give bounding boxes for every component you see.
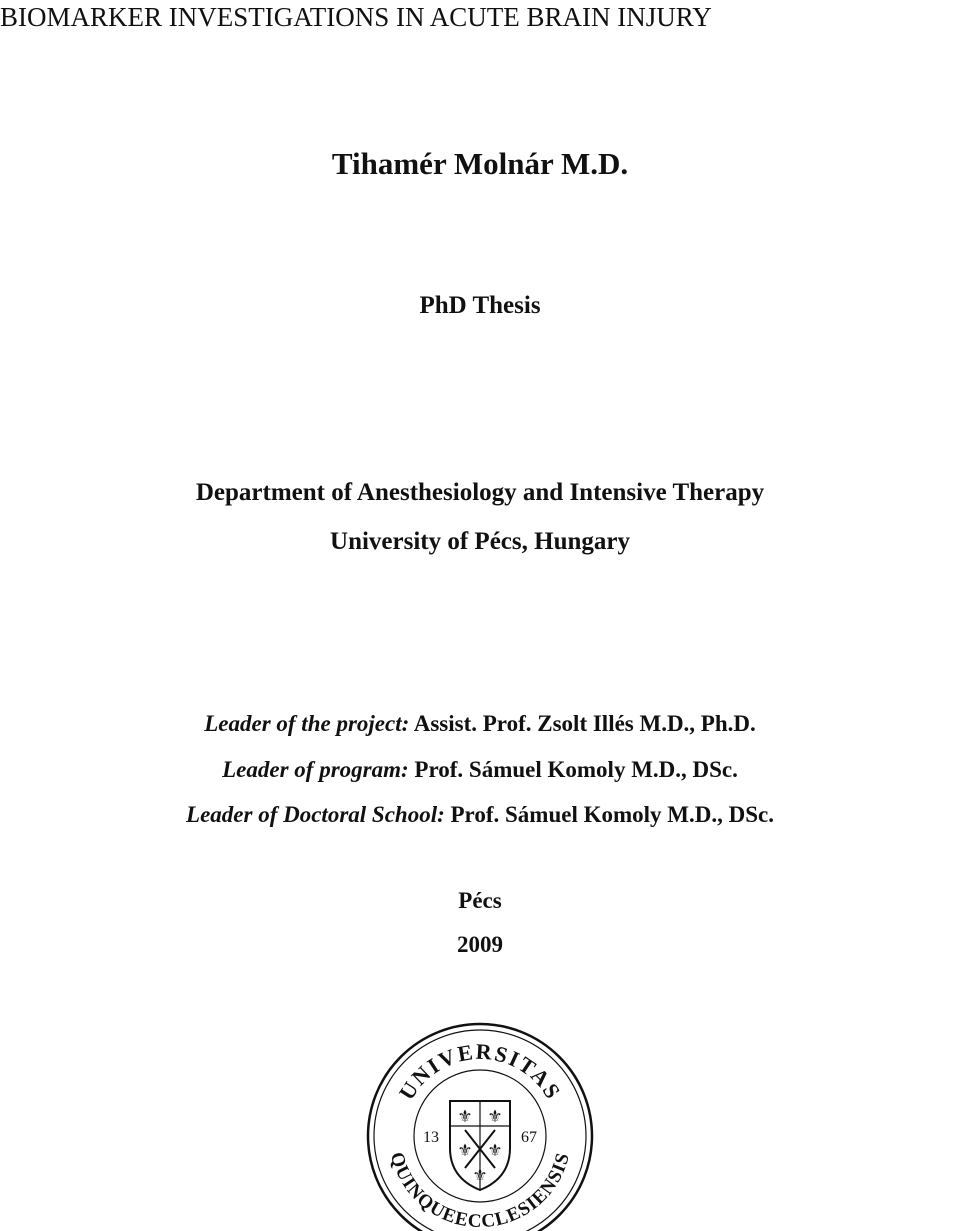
svg-text:⚜: ⚜ (457, 1141, 473, 1160)
doctoral-school-leader-line (0, 802, 960, 828)
doctoral-school-leader-name: Prof. Sámuel Komoly M.D., DSc. (450, 802, 774, 827)
svg-text:⚜: ⚜ (472, 1166, 488, 1185)
program-leader-name: Prof. Sámuel Komoly M.D., DSc. (414, 757, 738, 782)
university-name: University of Pécs, Hungary (330, 528, 630, 555)
svg-text:⚜: ⚜ (487, 1107, 503, 1126)
program-leader-role: Leader of program: (222, 757, 409, 782)
doctoral-school-leader-role: Leader of Doctoral School: (186, 802, 445, 827)
seal-right-number: 67 (521, 1129, 537, 1146)
program-leader-line (0, 757, 960, 783)
university-seal-icon (365, 1018, 595, 1231)
svg-text:⚜: ⚜ (457, 1107, 473, 1126)
seal-top-text: UNIVERSITAS (393, 1038, 567, 1105)
project-leader-line (0, 711, 960, 737)
year: 2009 (457, 932, 503, 957)
thesis-type: PhD Thesis (419, 292, 541, 319)
project-leader-name: Assist. Prof. Zsolt Illés M.D., Ph.D. (413, 711, 756, 736)
author-name: Tihamér Molnár M.D. (331, 146, 629, 181)
seal-bottom-text: QUINQUEECCLESIENSIS (385, 1149, 575, 1231)
department-name: Department of Anesthesiology and Intensive Therapy (195, 479, 765, 506)
city: Pécs (458, 888, 502, 913)
document-title: BIOMARKER INVESTIGATIONS IN ACUTE BRAIN INJURY (0, 2, 712, 32)
svg-text:⚜: ⚜ (487, 1141, 503, 1160)
project-leader-role: Leader of the project: (204, 711, 410, 736)
seal-left-number: 13 (423, 1129, 439, 1146)
